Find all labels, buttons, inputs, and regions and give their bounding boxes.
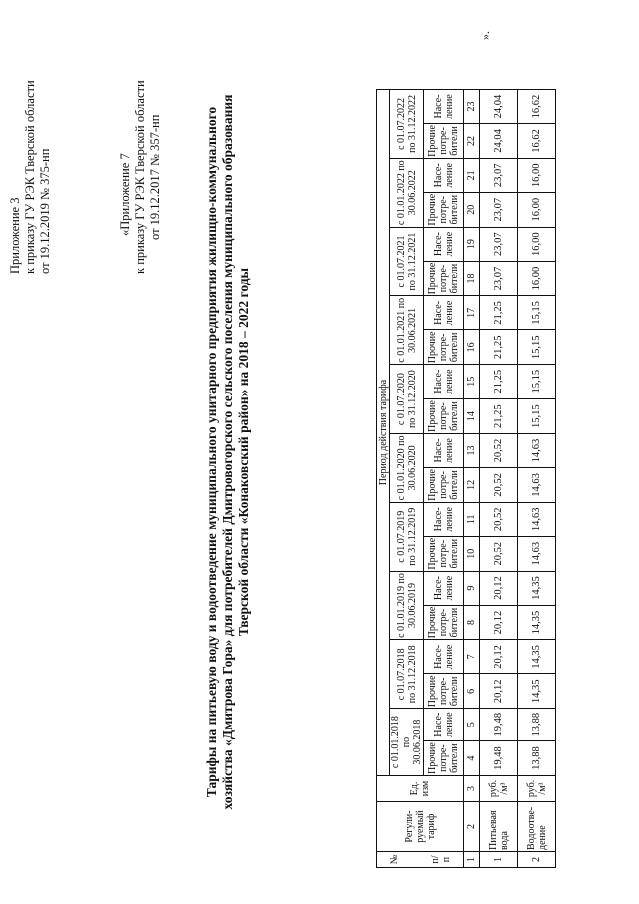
table-row	[518, 90, 556, 868]
group-other-consumers-part: бители	[449, 743, 460, 773]
header-row-dates	[390, 90, 424, 868]
group-other-consumers-part: бители	[449, 470, 460, 500]
group-population-part: Насе-	[432, 94, 444, 119]
column-index: 10	[464, 536, 480, 571]
tariff-value: 13,88	[518, 741, 556, 776]
column-index: 5	[464, 709, 480, 741]
tariff-value: 20,52	[480, 468, 518, 503]
group-other-consumers-part: Прочие	[427, 606, 438, 639]
header-row-groups	[424, 90, 464, 868]
header-num-a: №	[388, 854, 400, 865]
group-population-part: Насе-	[432, 712, 444, 737]
row-num: 1	[480, 852, 518, 868]
group-other-consumers-part: бители	[449, 263, 460, 294]
tariff-value: 15,15	[518, 330, 556, 365]
tariff-value: 15,15	[518, 365, 556, 399]
group-other-consumers-part: бители	[449, 194, 460, 225]
column-index: 12	[464, 468, 480, 503]
period-from: с 01.07.2019	[395, 510, 407, 563]
group-other-consumers-part: Прочие	[427, 742, 438, 774]
group-other-consumers	[424, 124, 464, 159]
row-unit-a: руб.	[525, 779, 537, 798]
group-population-part: Насе-	[432, 644, 444, 669]
group-population	[424, 227, 464, 261]
group-other-consumers-part: потре-	[438, 608, 449, 637]
row-unit	[480, 776, 518, 802]
group-population	[424, 296, 464, 330]
column-index: 11	[464, 502, 480, 536]
column-index: 22	[464, 124, 480, 159]
period-to: по 31.12.2021	[406, 232, 418, 291]
title-line3: Тверской области «Конаковский район» на 2018 – 2022 годы	[236, 267, 251, 637]
group-other-consumers	[424, 741, 464, 776]
group-other-consumers-part: Прочие	[427, 675, 438, 708]
period-to: по 31.12.2022	[406, 95, 418, 153]
period-from: с 01.01.2021 по	[395, 297, 407, 363]
tariff-value: 14,63	[518, 468, 556, 503]
appendix-previous-line2: к приказу ГУ РЭК Тверской области	[133, 80, 147, 274]
tariff-value: 23,07	[480, 227, 518, 261]
period-from: с 01.07.2020	[395, 373, 407, 426]
period-cell	[390, 640, 424, 709]
group-population-part: ление	[443, 369, 455, 395]
period-from: с 01.01.2019 по	[395, 573, 407, 638]
index-row	[464, 90, 480, 868]
row-name-b: дение	[536, 825, 548, 850]
tariff-value: 14,35	[518, 674, 556, 709]
group-other-consumers-part: потре-	[438, 264, 449, 293]
column-index: 1	[464, 852, 480, 868]
column-index: 9	[464, 571, 480, 605]
group-other-consumers-part: бители	[449, 538, 460, 569]
group-other-consumers	[424, 536, 464, 571]
column-index: 16	[464, 330, 480, 365]
header-tariff-c: тариф	[425, 813, 437, 840]
column-index: 3	[464, 776, 480, 802]
group-population	[424, 571, 464, 605]
group-other-consumers-part: потре-	[438, 677, 449, 706]
header-tariff-a: Регули-	[403, 810, 415, 843]
tariff-value: 16,00	[518, 227, 556, 261]
period-from: с 01.01.2020 по	[395, 435, 407, 501]
column-index: 20	[464, 192, 480, 227]
column-index: 6	[464, 674, 480, 709]
group-population-part: ление	[443, 644, 455, 670]
tariff-value: 23,07	[480, 158, 518, 192]
group-other-consumers-part: Прочие	[427, 193, 438, 226]
group-other-consumers-part: потре-	[438, 744, 449, 772]
period-to: 30.06.2022	[406, 170, 418, 216]
tariff-value: 20,12	[480, 605, 518, 640]
period-from: с 01.07.2018	[395, 648, 407, 701]
group-other-consumers-part: Прочие	[427, 537, 438, 570]
row-name-a: Питьевая	[487, 810, 499, 850]
group-other-consumers	[424, 192, 464, 227]
header-num-c: п	[440, 856, 452, 863]
column-index: 18	[464, 261, 480, 296]
column-index: 7	[464, 640, 480, 674]
group-other-consumers-part: бители	[449, 676, 460, 707]
group-population-part: ление	[443, 712, 455, 737]
header-unit	[377, 776, 464, 802]
tariff-value: 20,12	[480, 571, 518, 605]
group-other-consumers-part: Прочие	[427, 331, 438, 364]
group-population-part: ление	[443, 231, 455, 257]
group-population-part: ление	[443, 94, 455, 119]
tariff-value: 20,12	[480, 674, 518, 709]
group-population-part: ление	[443, 300, 455, 326]
period-to: по 31.12.2018	[406, 645, 418, 704]
group-other-consumers-part: потре-	[438, 333, 449, 362]
group-other-consumers-part: бители	[449, 401, 460, 431]
group-population-part: Насе-	[432, 438, 444, 463]
tariff-value: 21,25	[480, 330, 518, 365]
period-cell	[390, 158, 424, 227]
group-other-consumers	[424, 399, 464, 434]
tariff-value: 16,00	[518, 158, 556, 192]
period-cell	[390, 709, 424, 776]
period-to: 30.06.2020	[406, 445, 418, 491]
tariff-value: 24,04	[480, 124, 518, 159]
header-period: Период действия тарифа	[377, 90, 390, 776]
tariff-value: 14,35	[518, 640, 556, 674]
period-cell	[390, 502, 424, 571]
group-other-consumers-part: бители	[449, 607, 460, 638]
tariff-value: 15,15	[518, 399, 556, 434]
period-cell	[390, 571, 424, 640]
column-index: 17	[464, 296, 480, 330]
closing-mark: ».	[478, 31, 492, 40]
tariff-value: 20,12	[480, 640, 518, 674]
group-other-consumers	[424, 330, 464, 365]
period-to: 30.06.2019	[406, 583, 418, 629]
tariff-table	[376, 89, 556, 868]
tariff-value: 15,15	[518, 296, 556, 330]
appendix-previous-line3: от 19.12.2017 № 357-нп	[148, 114, 162, 240]
tariff-value: 20,52	[480, 502, 518, 536]
row-name-a: Водоотве-	[525, 806, 537, 850]
tariff-value: 14,63	[518, 536, 556, 571]
column-index: 19	[464, 227, 480, 261]
tariff-value: 13,88	[518, 709, 556, 741]
period-cell	[390, 434, 424, 503]
group-population-part: Насе-	[432, 163, 444, 188]
column-index: 23	[464, 90, 480, 124]
column-index: 14	[464, 399, 480, 434]
column-index: 15	[464, 365, 480, 399]
group-other-consumers	[424, 605, 464, 640]
column-index: 8	[464, 605, 480, 640]
group-other-consumers-part: Прочие	[427, 125, 438, 157]
period-cell	[390, 227, 424, 296]
group-population-part: Насе-	[432, 232, 444, 257]
group-other-consumers-part: Прочие	[427, 400, 438, 433]
tariff-value: 16,62	[518, 124, 556, 159]
column-index: 4	[464, 741, 480, 776]
group-population-part: Насе-	[432, 300, 444, 325]
group-population	[424, 709, 464, 741]
appendix-current-line1: Приложение 3	[8, 197, 22, 274]
header-row-period	[377, 90, 390, 868]
period-from: с 01.01.2018 по	[390, 716, 412, 769]
group-population	[424, 502, 464, 536]
group-other-consumers-part: бители	[449, 126, 460, 156]
period-from: с 01.01.2022 по	[395, 160, 407, 226]
group-population-part: ление	[443, 507, 455, 532]
table-row	[480, 90, 518, 868]
group-other-consumers-part: потре-	[438, 539, 449, 568]
header-num-b: п/	[429, 855, 441, 864]
group-other-consumers	[424, 468, 464, 503]
header-tariff-b: руемый	[414, 810, 426, 843]
tariff-value: 21,25	[480, 296, 518, 330]
group-population	[424, 158, 464, 192]
tariff-value: 14,35	[518, 571, 556, 605]
tariff-value: 14,63	[518, 434, 556, 468]
tariff-value: 16,62	[518, 90, 556, 124]
period-cell	[390, 90, 424, 159]
group-population-part: ление	[443, 163, 455, 188]
row-name	[518, 802, 556, 852]
group-population-part: Насе-	[432, 576, 444, 601]
tariff-value: 23,07	[480, 192, 518, 227]
tariff-value: 23,07	[480, 261, 518, 296]
header-unit-b: изм	[420, 780, 431, 797]
header-unit-a: Ед.	[409, 781, 420, 796]
period-to: 30.06.2021	[406, 307, 418, 353]
row-unit-b: /м³	[498, 782, 510, 795]
title-line2: хозяйства «Дмитрова Гора» для потребителей Дмитровогорского сельского поселения муниципального образования	[220, 94, 235, 810]
tariff-value: 14,35	[518, 605, 556, 640]
row-name-b: вода	[498, 831, 510, 850]
tariff-value: 14,63	[518, 502, 556, 536]
appendix-current	[8, 80, 53, 274]
period-cell	[390, 296, 424, 365]
group-other-consumers-part: Прочие	[427, 469, 438, 501]
row-unit	[518, 776, 556, 802]
group-population-part: Насе-	[432, 507, 444, 532]
header-num	[377, 852, 464, 868]
group-other-consumers-part: потре-	[438, 471, 449, 499]
period-cell	[390, 365, 424, 434]
period-to: по 31.12.2020	[406, 370, 418, 429]
period-to: 30.06.2018	[412, 719, 423, 765]
tariff-value: 24,04	[480, 90, 518, 124]
column-index: 21	[464, 158, 480, 192]
appendix-previous	[118, 80, 163, 274]
tariff-value: 16,00	[518, 192, 556, 227]
row-num: 2	[518, 852, 556, 868]
period-from: с 01.07.2022	[395, 97, 407, 150]
period-from: с 01.07.2021	[395, 235, 407, 288]
header-tariff	[377, 802, 464, 852]
tariff-value: 21,25	[480, 399, 518, 434]
title-line1: Тарифы на питьевую воду и водоотведение муниципального унитарного предприятия жилищно-коммунального	[204, 106, 219, 798]
group-population	[424, 434, 464, 468]
tariff-value: 20,52	[480, 434, 518, 468]
group-population-part: ление	[443, 438, 455, 463]
row-name	[480, 802, 518, 852]
group-other-consumers-part: Прочие	[427, 262, 438, 295]
group-other-consumers-part: потре-	[438, 127, 449, 155]
tariff-value: 19,48	[480, 741, 518, 776]
row-unit-a: руб.	[487, 779, 499, 798]
appendix-current-line2: к приказу ГУ РЭК Тверской области	[23, 80, 37, 274]
tariff-value: 21,25	[480, 365, 518, 399]
group-population	[424, 365, 464, 399]
tariff-value: 20,52	[480, 536, 518, 571]
period-to: по 31.12.2019	[406, 507, 418, 566]
group-other-consumers-part: бители	[449, 332, 460, 363]
group-population	[424, 90, 464, 124]
appendix-previous-line1: «Приложение 7	[118, 153, 132, 236]
tariff-value: 19,48	[480, 709, 518, 741]
group-other-consumers	[424, 261, 464, 296]
column-index: 2	[464, 802, 480, 852]
group-other-consumers	[424, 674, 464, 709]
group-other-consumers-part: потре-	[438, 402, 449, 430]
column-index: 13	[464, 434, 480, 468]
group-population	[424, 640, 464, 674]
group-population-part: Насе-	[432, 369, 444, 394]
group-population-part: ление	[443, 575, 455, 601]
group-other-consumers-part: потре-	[438, 195, 449, 224]
tariff-value: 16,00	[518, 261, 556, 296]
appendix-current-line3: от 19.12.2019 № 375-нп	[38, 148, 52, 274]
row-unit-b: /м³	[536, 782, 548, 795]
